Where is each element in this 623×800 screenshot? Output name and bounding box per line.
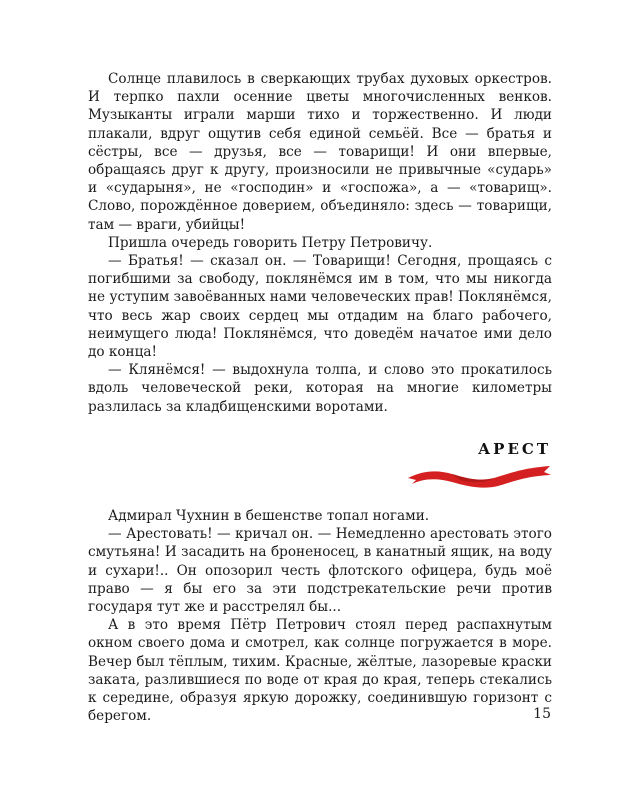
paragraph: Солнце плавилось в сверкающих трубах духовых оркестров. И терпко пахли осенние цветы многочисленных венков. Музыканты играли марши тихо и торжественно. И люди плакали, вдруг ощутив себя единой семьёй. Все — братья и сёстры, все — друзья, все — товарищи! И они впервые, обращаясь друг к другу, произносили не привычные «сударь» и «сударыня», не «господин» и «госпожа», а — «товарищ». Слово, порождённое доверием, объединяло: здесь — товарищи, там — враги, убийцы! — [88, 71, 552, 233]
paragraph: — Клянёмся! — выдохнула толпа, и слово это прокатилось вдоль человеческой реки, которая на многие километры разлилась за кладбищенскими воротами. — [88, 362, 552, 415]
ribbon-shape — [408, 466, 551, 488]
paragraph: А в это время Пётр Петрович стоял перед распахнутым окном своего дома и смотрел, как солнце погружается в море. Вечер был тёплым, тихим. Красные, жёлтые, лазоревые краски заката, разлившиеся по воде от края до края, теперь стекались к середине, образуя яркую дорожку, соединившую горизонт с берегом. — [88, 617, 552, 725]
paragraph: Адмирал Чухнин в бешенстве топал ногами. — [108, 508, 430, 524]
paragraph: Пришла очередь говорить Петру Петровичу. — [108, 234, 433, 251]
paragraph: — Арестовать! — кричал он. — Немедленно арестовать этого смутьяна! И засадить на броненосец, в канатный ящик, на воду и сухари!.. Он опозорил честь флотского офицера, будь моё право — я бы его за эти подстрекательские речи против государя тут же и расстрелял бы... — [88, 526, 552, 616]
text-block-top — [88, 70, 552, 416]
text-block-bottom — [88, 507, 552, 725]
ribbon-ornament — [404, 456, 554, 490]
section-title: АРЕСТ — [477, 440, 551, 458]
paragraph: — Братья! — сказал он. — Товарищи! Сегодня, прощаясь с погибшими за свободу, поклянёмся им в том, что мы никогда не уступим завоёванных нами человеческих прав! Поклянёмся, что весь жар своих сердец мы отдадим на благо рабочего, неимущего люда! Поклянёмся, что доведём начатое ими дело до конца! — [88, 253, 552, 361]
page-number: 15 — [533, 706, 551, 722]
